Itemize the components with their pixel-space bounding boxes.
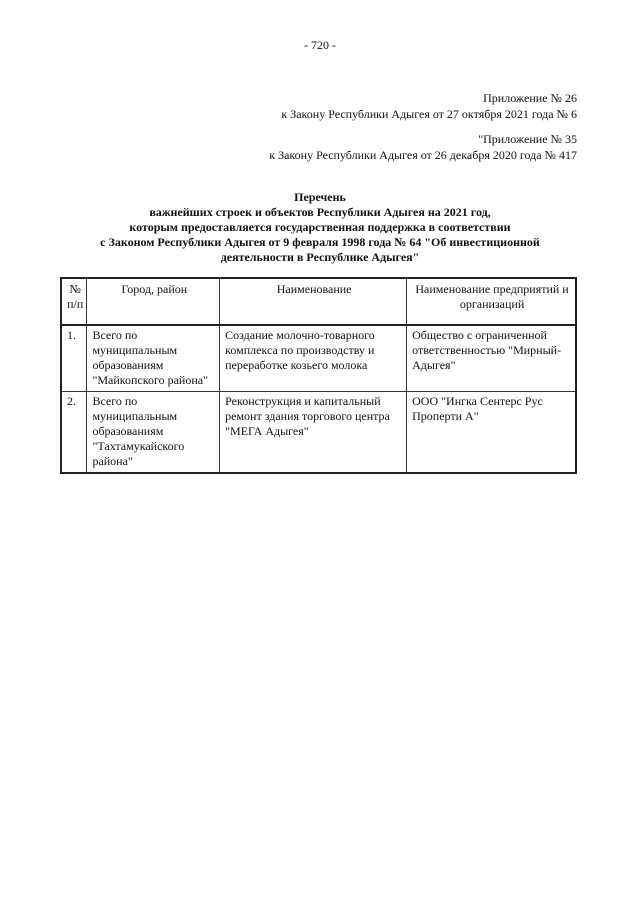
appendix-current-title: Приложение № 26 [483, 91, 577, 105]
document-title [60, 190, 580, 265]
title-line-5: деятельности в Республике Адыгея" [220, 250, 420, 264]
header-name: Наименование [220, 278, 407, 325]
row-city: Всего по муниципальным образованиям "Майкопского района" [87, 325, 220, 392]
header-city: Город, район [87, 278, 220, 325]
appendix-original-title: "Приложение № 35 [478, 132, 577, 146]
appendix-current [281, 90, 577, 122]
title-line-2: важнейших строек и объектов Республики Адыгея на 2021 год, [149, 205, 491, 219]
table-row [61, 392, 576, 474]
appendix-current-law: к Закону Республики Адыгея от 27 октября 2021 года № 6 [281, 107, 577, 121]
page-number: - 720 - [304, 38, 336, 52]
row-number: 2. [61, 392, 87, 474]
row-organization: ООО "Ингка Сентерс Рус Проперти А" [407, 392, 576, 474]
row-city: Всего по муниципальным образованиям "Тахтамукайского района" [87, 392, 220, 474]
title-line-3: которым предоставляется государственная поддержка в соответствии [129, 220, 511, 234]
title-line-1: Перечень [294, 190, 346, 204]
row-name: Создание молочно-товарного комплекса по производству и переработке козьего молока [220, 325, 407, 392]
table-header-row [61, 278, 576, 325]
appendix-original-law: к Закону Республики Адыгея от 26 декабря 2020 года № 417 [269, 148, 577, 162]
row-number: 1. [61, 325, 87, 392]
title-line-4: с Законом Республики Адыгея от 9 февраля 1998 года № 64 "Об инвестиционной [100, 235, 540, 249]
objects-table [60, 277, 577, 474]
row-name: Реконструкция и капитальный ремонт здания торгового центра "МЕГА Адыгея" [220, 392, 407, 474]
appendix-original [269, 131, 577, 163]
header-number: № п/п [61, 278, 87, 325]
table-row [61, 325, 576, 392]
row-organization: Общество с ограниченной ответственностью "Мирный-Адыгея" [407, 325, 576, 392]
header-organization: Наименование предприятий и организаций [407, 278, 576, 325]
